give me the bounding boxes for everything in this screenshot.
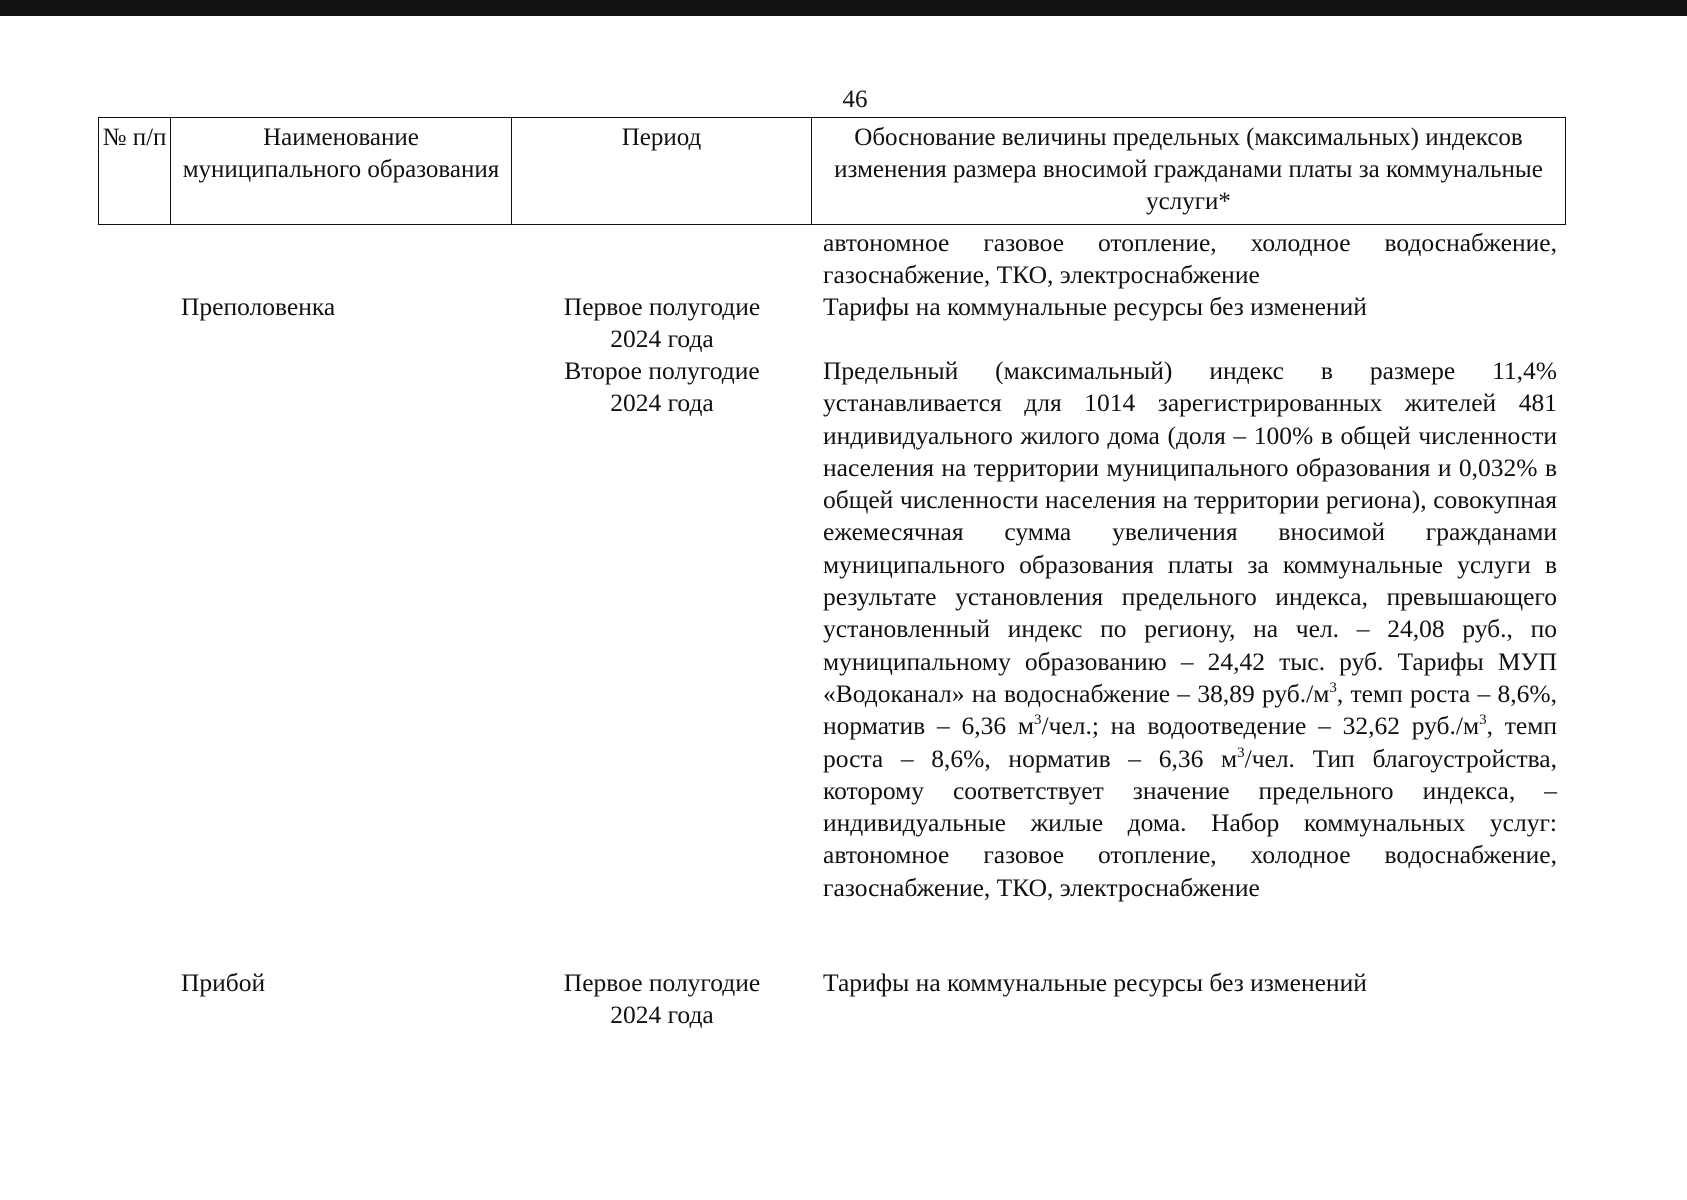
page-number: 46 <box>842 86 868 113</box>
period-second-half: Второе полугодие 2024 года <box>564 356 760 418</box>
header-justification-column: Обоснование величины предельных (максимальных) индексов изменения размера вносимой гражданами платы за коммунальные услуги* <box>834 124 1543 215</box>
table-header <box>98 117 1566 225</box>
superscript: 3 <box>1034 712 1042 729</box>
justification-text: Тарифы на коммунальные ресурсы без изменений <box>823 968 1367 997</box>
justification-text-part: Предельный (максимальный) индекс в размере 11,4% устанавливается для 1014 зарегистрированных жителей 481 индивидуального жилого дома (доля – 100% в общей численности населения на территории муниципального образования и 0,032% в общей численности населения на территории региона), совокупная ежемесячная сумма увеличения вносимой гражданами муниципального образования платы за коммунальные услуги в результате установления предельного индекса, превышающего установленный индекс по региону, на чел. – 24,08 руб., по муниципальному образованию – 24,42 тыс. руб. Тарифы МУП «Водоканал» на водоснабжение – 38,89 руб./м <box>823 356 1557 708</box>
period-first-half: Первое полугодие 2024 года <box>563 968 761 1030</box>
header-period-column: Период <box>512 118 812 224</box>
superscript: 3 <box>1237 744 1245 761</box>
municipality-name: Прибой <box>181 968 266 997</box>
justification-text-part: /чел.; на водоотведение – 32,62 руб./м <box>1041 711 1480 741</box>
period-first-half: Первое полугодие 2024 года <box>563 292 761 354</box>
superscript: 3 <box>1329 679 1337 696</box>
justification-text-part: , темп роста – 8,6%, норматив – 6,36 м <box>823 678 1557 741</box>
continuation-text: автономное газовое отопление, холодное водоснабжение, газоснабжение, ТКО, электроснабжение <box>823 228 1557 290</box>
municipality-name: Преполовенка <box>181 292 336 321</box>
justification-text-part: , темп роста – 8,6%, норматив – 6,36 м <box>823 711 1558 773</box>
header-number-column: № п/п <box>99 118 171 224</box>
scan-top-border <box>0 0 1687 16</box>
justification-text-part: /чел. Тип благоустройства, которому соответствует значение предельного индекса, – индивидуальные жилые дома. Набор коммунальных услуг: автономное газовое отопление, холодное водоснабжение, газоснабжение, ТКО, электроснабжение <box>823 743 1557 902</box>
header-municipality-column: Наименование муниципального образования <box>171 118 512 224</box>
justification-text-detailed <box>823 355 1557 904</box>
justification-text: Тарифы на коммунальные ресурсы без изменений <box>823 292 1367 321</box>
superscript: 3 <box>1479 712 1487 729</box>
